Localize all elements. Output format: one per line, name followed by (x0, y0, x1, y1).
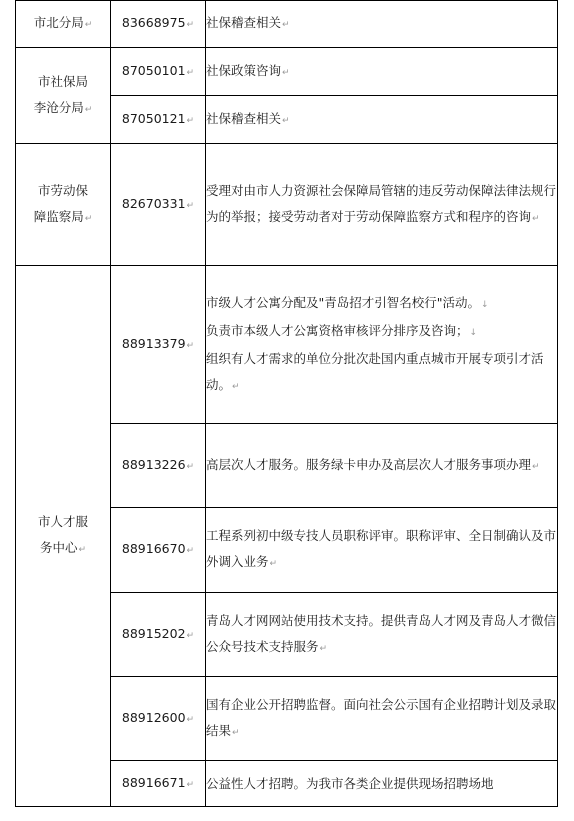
phone-cell (111, 677, 206, 761)
phone-number: 88913226 (121, 456, 186, 472)
table-row (16, 266, 558, 424)
phone-number: 87050101 (121, 62, 186, 78)
department-cell (16, 266, 111, 807)
description-text: 青岛人才网网站使用技术支持。提供青岛人才网及青岛人才微信公众号技术支持服务 (206, 612, 557, 654)
description-cell (206, 761, 558, 807)
phone-number: 82670331 (121, 195, 186, 211)
paragraph-mark-icon: ↵ (186, 67, 195, 78)
paragraph-mark-icon: ↵ (186, 340, 195, 351)
department-name-line: 市劳动保 (37, 182, 88, 198)
paragraph-mark-icon: ↵ (186, 630, 195, 641)
phone-number: 83668975 (121, 15, 186, 30)
paragraph-mark-icon: ↵ (186, 461, 195, 472)
department-name: 市北分局 (33, 15, 84, 30)
phone-cell (111, 266, 206, 424)
paragraph-mark-icon: ↵ (269, 559, 278, 569)
phone-cell (111, 761, 206, 807)
phone-number: 87050121 (121, 110, 186, 126)
paragraph-mark-icon: ↵ (282, 20, 290, 30)
phone-number: 88916670 (121, 541, 186, 556)
paragraph-mark-icon: ↵ (319, 643, 328, 654)
phone-cell (111, 48, 206, 96)
paragraph-mark-icon: ↵ (186, 20, 195, 30)
description-cell (206, 677, 558, 761)
paragraph-mark-icon: ↵ (532, 461, 540, 472)
department-cell (16, 1, 111, 48)
description-line: 组织有人才需求的单位分批次赴国内重点城市开展专项引才活动。↵ (206, 350, 544, 392)
table-row (16, 1, 558, 48)
table-row (16, 144, 558, 266)
description-cell (206, 144, 558, 266)
paragraph-mark-icon: ↵ (186, 200, 195, 211)
description-text: 公益性人才招聘。为我市各类企业提供现场招聘场地 (206, 775, 494, 791)
paragraph-mark-icon: ↵ (186, 115, 195, 126)
department-name-line: 务中心↵ (39, 540, 87, 555)
phone-cell (111, 508, 206, 593)
paragraph-mark-icon: ↵ (78, 545, 87, 555)
paragraph-mark-icon: ↵ (282, 115, 290, 126)
description-cell (206, 96, 558, 144)
description-cell (206, 424, 558, 508)
description-line: 市级人才公寓分配及"青岛招才引智名校行"活动。↓ (206, 294, 489, 310)
phone-cell (111, 424, 206, 508)
paragraph-mark-icon: ↵ (84, 104, 93, 115)
line-break-icon: ↓ (469, 327, 478, 338)
paragraph-mark-icon: ↵ (186, 779, 195, 790)
description-cell (206, 266, 558, 424)
description-text: 工程系列初中级专技人员职称评审。职称评审、全日制确认及市外调入业务 (206, 528, 557, 569)
paragraph-mark-icon: ↵ (84, 213, 93, 224)
phone-number: 88916671 (121, 774, 186, 790)
description-cell (206, 1, 558, 48)
paragraph-mark-icon: ↵ (532, 213, 540, 224)
description-cell (206, 593, 558, 677)
description-cell (206, 508, 558, 593)
description-text: 国有企业公开招聘监督。面向社会公示国有企业招聘计划及录取结果 (206, 696, 557, 738)
phone-number: 88915202 (121, 625, 186, 641)
paragraph-mark-icon: ↵ (232, 727, 240, 738)
phone-cell (111, 1, 206, 48)
department-name-line: 李沧分局↵ (33, 99, 93, 115)
paragraph-mark-icon: ↵ (186, 714, 195, 725)
paragraph-mark-icon: ↵ (232, 381, 240, 392)
description-cell (206, 48, 558, 96)
description-text: 高层次人才服务。服务绿卡申办及高层次人才服务事项办理 (206, 456, 532, 472)
description-text: 社保稽查相关 (206, 110, 282, 126)
table-row (16, 48, 558, 96)
department-cell (16, 48, 111, 144)
phone-number: 88913379 (121, 335, 186, 351)
department-cell (16, 144, 111, 266)
description-text: 社保政策咨询 (206, 62, 282, 78)
paragraph-mark-icon: ↵ (282, 67, 290, 78)
description-text: 社保稽查相关 (206, 15, 282, 30)
paragraph-mark-icon: ↵ (186, 546, 195, 556)
phone-cell (111, 144, 206, 266)
line-break-icon: ↓ (481, 299, 489, 310)
phone-number: 88912600 (121, 709, 186, 725)
phone-cell (111, 96, 206, 144)
description-line: 负责市本级人才公寓资格审核评分排序及咨询；↓ (206, 322, 478, 338)
phone-cell (111, 593, 206, 677)
paragraph-mark-icon: ↵ (84, 20, 93, 30)
department-name-line: 障监察局↵ (33, 208, 93, 224)
description-text: 受理对由市人力资源社会保障局管辖的违反劳动保障法律法规行为的举报；接受劳动者对于劳动保障监察方式和程序的咨询 (206, 182, 557, 224)
department-name-line: 市人才服 (37, 514, 88, 529)
contact-table (15, 0, 558, 807)
department-name-line: 市社保局 (37, 73, 88, 89)
